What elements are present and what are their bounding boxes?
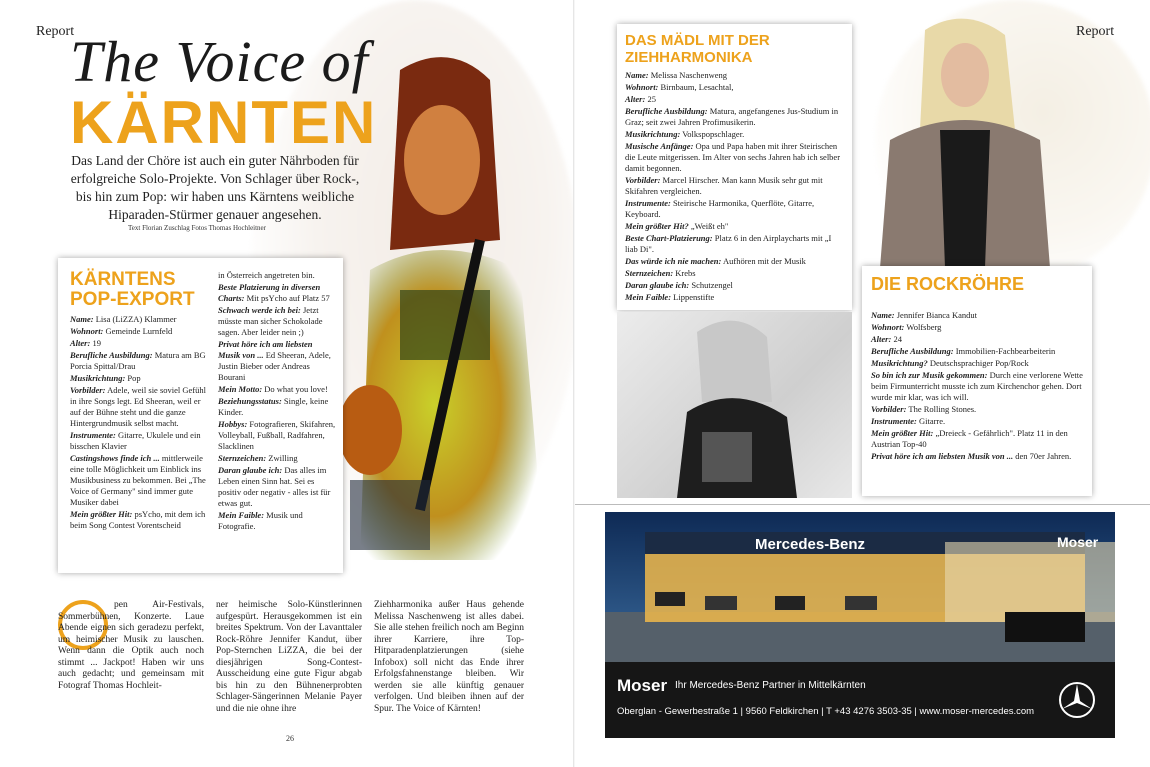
fact-label: Wohnort: (625, 82, 659, 92)
fact-value: Durch eine verlorene Wette beim Firmunterricht musste ich zum Kirchenchor gehen. Dort wurde mir klar, was ich will. (871, 370, 1083, 402)
body-column-3: Ziehharmonika außer Haus gehende Melissa Naschenweng ist alles dabei. Sie alle stehen freilich noch am Beginn ihrer Karriere, ihre Top-Hitparadenplatzierungen (siehe Infobox) soll nicht das Ende ihrer Erfolgsfahnenstange bleiben. Wir werden sie alle künftig genauer verfolgen. Und bleiben ihnen auf der Spur. The Voice of Kärnten! (374, 600, 524, 714)
fact-value: psYcho, mit dem ich beim Song Contest Vorentscheid (70, 509, 206, 530)
fact-label: Privat höre ich am liebsten Musik von ... (871, 451, 1014, 461)
info-box-title: KÄRNTENS POP-EXPORT (70, 269, 195, 310)
fact-label: Berufliche Ausbildung: (70, 350, 153, 360)
fact-item (625, 198, 845, 220)
fact-item (625, 129, 845, 140)
fact-value: Zwilling (266, 453, 298, 463)
divider-line (575, 504, 1150, 505)
fact-label: Sternzeichen: (218, 453, 267, 463)
fact-label: Beste Platzierung in diversen Charts: (218, 282, 321, 303)
fact-item (625, 268, 845, 279)
fact-item (871, 334, 1085, 345)
mercedes-star-icon (1057, 680, 1097, 720)
fact-label: Daran glaube ich: (218, 465, 283, 475)
fact-item (625, 106, 845, 128)
info-box-lizza (58, 258, 343, 573)
fact-label: Castingshows finde ich ... (70, 453, 160, 463)
facts-column-a (70, 314, 210, 532)
fact-label: Sternzeichen: (625, 268, 674, 278)
fact-label: Mein größter Hit: (871, 428, 934, 438)
fact-label: Alter: (625, 94, 646, 104)
fact-item (70, 338, 210, 349)
fact-value: Das alles im Leben einen Sinn hat. Sei es positiv oder negativ - alles ist für etwas gut. (218, 465, 331, 508)
fact-label: Mein Motto: (218, 384, 263, 394)
fact-item (70, 314, 210, 325)
fact-value: 25 (645, 94, 656, 104)
fact-item (871, 451, 1085, 462)
fact-value: Single, keine Kinder. (218, 396, 329, 417)
fact-label: Vorbilder: (625, 175, 661, 185)
fact-value: Do what you love! (262, 384, 328, 394)
fact-value: Matura, angefangenes Jus-Studium in Graz; seit zwei Jahren Profimusikerin. (625, 106, 839, 127)
fact-item (218, 510, 336, 532)
fact-item (218, 339, 336, 383)
fact-label: Vorbilder: (871, 404, 907, 414)
fact-value: 19 (90, 338, 101, 348)
credit-line: Text Florian Zuschlag Fotos Thomas Hochleitner (128, 224, 266, 232)
fact-value: Volkspopschlager. (680, 129, 745, 139)
fact-value: Lippenstifte (671, 292, 715, 302)
fact-value: Birnbaum, Lesachtal, (658, 82, 734, 92)
ad-footer-bar (605, 662, 1115, 738)
fact-value: Melissa Naschenweng (648, 70, 727, 80)
fact-label: Berufliche Ausbildung: (625, 106, 708, 116)
body-column-2: ner heimische Solo-Künstlerinnen aufgespürt. Herausgekommen ist ein breites Spektrum. Von der Lavanttaler Rock-Röhre Jennifer Kandut, über Pop-Sternchen LiZZA, die bei der diesjährigen Song-Contest-Ausscheidung eine gute Figur abgab bis hin zu den Bühnenerprobten Schlager-Sängerinnen Melanie Payer und die nie ohne ihre (216, 600, 362, 714)
fact-value: Pop (125, 373, 141, 383)
info-box-melissa (617, 24, 852, 310)
ad-brand: Moser (617, 676, 668, 695)
facts-jennifer (871, 310, 1085, 463)
fact-value: Schutzengel (689, 280, 733, 290)
fact-item (871, 370, 1085, 403)
fact-value: Marcel Hirscher. Man kann Musik sehr gut mit Skifahren vergleichen. (625, 175, 823, 196)
fact-item (625, 221, 845, 232)
fact-value: Fotografieren, Skifahren, Volleyball, Fußball, Radfahren, Slacklinen (218, 419, 336, 451)
ad-sign-mercedes: Mercedes-Benz (755, 536, 866, 553)
running-head-left: Report (36, 24, 75, 39)
fact-value: Aufhören mit der Musik (721, 256, 806, 266)
body-column-1: pen Air-Festivals, Sommerbühnen, Konzerte. Laue Abende eignen sich geradezu perfekt, um heimischer Musik zu lauschen. Wenn dann die Optik auch noch stimmt ... Jackpot! Haben wir uns auch gedacht; und gemeinsam mit Fotograf Thomas Hochleit- (58, 600, 204, 691)
title-main: KÄRNTEN (70, 89, 378, 156)
fact-item (218, 465, 336, 509)
fact-value: Ed Sheeran, Adele, Justin Bieber oder Andreas Bourani (218, 350, 331, 382)
fact-value: The Rolling Stones. (906, 404, 977, 414)
ad-tagline: Ihr Mercedes-Benz Partner in Mittelkärnten (675, 680, 866, 691)
fact-item (871, 404, 1085, 415)
running-head-right: Report (1076, 24, 1115, 39)
info-box-title-jennifer: DIE ROCKRÖHRE (871, 274, 1025, 294)
fact-label: Name: (70, 314, 94, 324)
fact-item (218, 384, 336, 395)
ad-sign-moser: Moser (1057, 534, 1099, 550)
fact-item (871, 310, 1085, 321)
fact-label: Beste Chart-Platzierung: (625, 233, 713, 243)
fact-label: Vorbilder: (70, 385, 106, 395)
fact-item (871, 416, 1085, 427)
intro-text: Das Land der Chöre ist auch ein guter Nährboden für erfolgreiche Solo-Projekte. Von Schlager über Rock-, bis hin zum Pop: wir haben uns Kärntens weibliche Hiparaden-Stürmer genauer angesehen. (70, 153, 360, 222)
fact-value: Gemeinde Lurnfeld (103, 326, 173, 336)
fact-item (871, 346, 1085, 357)
fact-label: Hobbys: (218, 419, 248, 429)
fact-label: Mein Faible: (625, 292, 672, 302)
fact-label: Mein Faible: (218, 510, 265, 520)
ad-address[interactable]: Oberglan - Gewerbestraße 1 | 9560 Feldkirchen | T +43 4276 3503-35 | www.moser-mercedes.com (617, 706, 1035, 717)
fact-item (625, 70, 845, 81)
page-number: 26 (286, 734, 294, 743)
fact-item (625, 94, 845, 105)
fact-item (218, 282, 336, 304)
fact-label: Instrumente: (871, 416, 917, 426)
fact-value: „Weißt eh" (688, 221, 729, 231)
fact-value: Lisa (LiZZA) Klammer (93, 314, 177, 324)
fact-label: Privat höre ich am liebsten Musik von ... (218, 339, 313, 360)
fact-label: Instrumente: (625, 198, 671, 208)
fact-item (70, 373, 210, 384)
info-box-title-melissa: DAS MÄDL MIT DER ZIEHHARMONIKA (625, 32, 770, 66)
fact-value: Adele, weil sie soviel Gefühl in ihre Songs legt. Ed Sheeran, weil er auf der Bühne steht und die ganze Hintergrundmusik selbst macht. (70, 385, 206, 428)
fact-value: Jennifer Bianca Kandut (894, 310, 977, 320)
fact-label: Musikrichtung? (871, 358, 928, 368)
fact-label: Musikrichtung: (625, 129, 681, 139)
right-page (575, 0, 1150, 767)
fact-label: Wohnort: (871, 322, 905, 332)
fact-label: Beziehungsstatus: (218, 396, 282, 406)
singer-photo (330, 40, 565, 560)
fact-value: Opa und Papa haben mit ihrer Steirischen die Leute mitgerissen. Im Alter von sechs Jahren hab ich selber damit begonnen. (625, 141, 841, 173)
fact-value: mittlerweile eine tolle Möglichkeit um Einblick ins Musikbusiness zu bekommen. Bei „The Voice of Germany" sind immer gute Musiker dabei (70, 453, 206, 507)
fact-item (625, 175, 845, 197)
fact-label: Musische Anfänge: (625, 141, 694, 151)
fact-value: Krebs (673, 268, 696, 278)
fact-item (218, 453, 336, 464)
title-script: The Voice of (70, 29, 369, 94)
fact-label: Berufliche Ausbildung: (871, 346, 954, 356)
fact-label: Name: (871, 310, 895, 320)
fact-item (70, 326, 210, 337)
fact-item (871, 358, 1085, 369)
fact-item (871, 322, 1085, 333)
fact-value: „Dreieck - Gefährlich". Platz 11 in den Austrian Top-40 (871, 428, 1068, 449)
melissa-photo (617, 312, 852, 498)
fact-value: Immobilien-Fachbearbeiterin (953, 346, 1056, 356)
fact-label: Wohnort: (70, 326, 104, 336)
fact-value: Platz 6 in den Airplaycharts mit „I liab Di". (625, 233, 832, 254)
fact-label: Name: (625, 70, 649, 80)
fact-item (625, 141, 845, 174)
fact-value: Musik und Fotografie. (218, 510, 303, 531)
fact-item (625, 233, 845, 255)
fact-item (70, 350, 210, 372)
fact-value: Deutschsprachiger Pop/Rock (927, 358, 1029, 368)
fact-label: Alter: (871, 334, 892, 344)
mercedes-ad[interactable] (605, 512, 1115, 738)
fact-value: Jetzt müsste man sicher Schokolade sagen. Aber leider nein ;) (218, 305, 323, 337)
fact-item (70, 509, 210, 531)
fact-item (70, 453, 210, 508)
fact-item (871, 428, 1085, 450)
fact-label: Mein größter Hit? (625, 221, 689, 231)
fact-item (70, 385, 210, 429)
fact-value: Gitarre. (916, 416, 946, 426)
fact-label: Das würde ich nie machen: (625, 256, 722, 266)
fact-value: Steirische Harmonika, Querflöte, Gitarre, Keyboard. (625, 198, 815, 219)
fact-value: Mit psYcho auf Platz 57 (244, 293, 330, 303)
fact-label: Musikrichtung: (70, 373, 126, 383)
fact-value: Gitarre, Ukulele und ein bisschen Klavier (70, 430, 201, 451)
info-box-jennifer (862, 266, 1092, 496)
fact-label: Schwach werde ich bei: (218, 305, 301, 315)
fact-item (625, 280, 845, 291)
fact-item (625, 256, 845, 267)
fact-item (625, 82, 845, 93)
fact-item (70, 430, 210, 452)
fact-value: Wolfsberg (904, 322, 942, 332)
dealership-photo (605, 512, 1115, 662)
fact-value: den 70er Jahren. (1013, 451, 1072, 461)
fact-value: 24 (891, 334, 902, 344)
fact-value: Matura am BG Porcia Spittal/Drau (70, 350, 206, 371)
fact-item (218, 396, 336, 418)
fact-label: Daran glaube ich: (625, 280, 690, 290)
fact-item (218, 305, 336, 338)
fact-label: Mein größter Hit: (70, 509, 133, 519)
fact-item (218, 419, 336, 452)
facts-melissa (625, 70, 845, 304)
jennifer-photo (865, 10, 1060, 268)
fact-label: Alter: (70, 338, 91, 348)
fact-label: Instrumente: (70, 430, 116, 440)
fact-item (625, 292, 845, 303)
facts-column-b: in Österreich angetreten bin. Beste Platzierung in diversen Charts: Mit psYcho auf Platz 57 Schwach werde ich bei: Jetzt müsste man sicher Schokolade sagen. Aber leider nein ;) Privat höre ich am liebsten Musik von ... Ed Sheeran, Adele, Justin Bieber oder Andreas Bourani Mein Motto: Do what you love! Beziehungsstatus: Single, keine Kinder. Hobbys: Fotografieren, Skifahren, Volleyball, Fußball, Radfahren, Slacklinen Sternzeichen: Zwilling Daran glaube ich: Das alles im Leben einen Sinn hat. Sei es positiv oder negativ - alles ist für etwas gut. Mein Faible: Musik und Fotografie. (218, 270, 336, 531)
fact-label: So bin ich zur Musik gekommen: (871, 370, 988, 380)
